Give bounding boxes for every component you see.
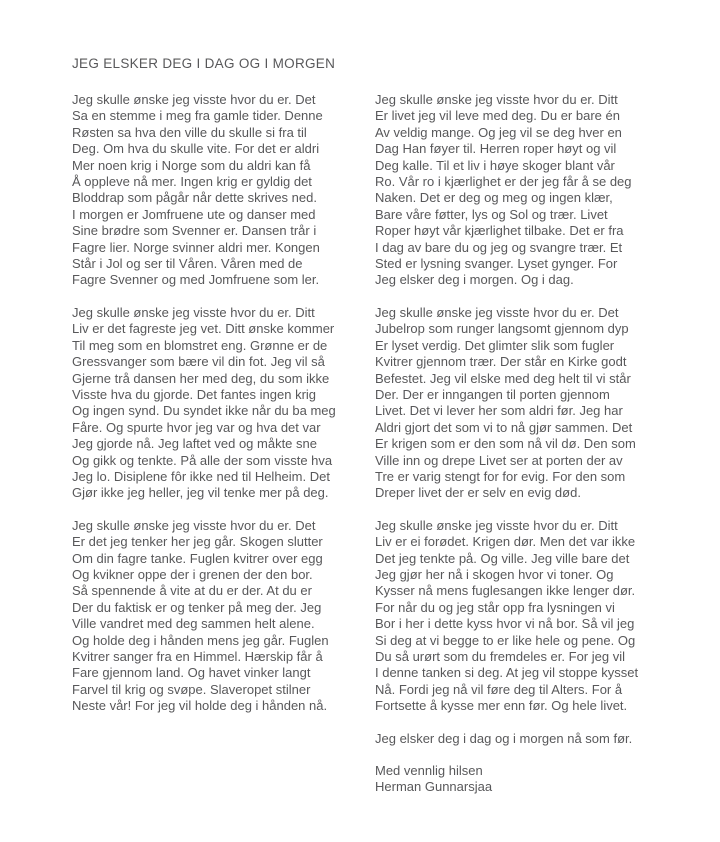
text-line: I dag av bare du og jeg og svangre trær. Et [375, 239, 623, 255]
text-line: Kvitrer gjennom trær. Der står en Kirke godt [375, 354, 627, 370]
text-line: Dag Han føyer til. Herren roper høyt og vil [375, 141, 617, 157]
text-line: Naken. Det er deg og meg og ingen klær, [375, 190, 613, 206]
text-line: Jeg skulle ønske jeg visste hvor du er. Ditt [72, 304, 315, 320]
text-line: Roper høyt vår kjærlighet tilbake. Det er fra [375, 223, 624, 239]
text-line: Jeg skulle ønske jeg visste hvor du er. Ditt [375, 92, 618, 107]
text-line: Jeg gjorde nå. Jeg laftet ved og måkte sne [72, 436, 317, 452]
text-line: Og ingen synd. Du syndet ikke når du ba meg [72, 403, 336, 419]
text-line: Nå. Fordi jeg nå vil føre deg til Alters. For å [375, 681, 623, 697]
text-line: Sted er lysning svanger. Lyset gynger. For [375, 256, 618, 272]
text-line: Og holde deg i hånden mens jeg går. Fuglen [72, 632, 329, 648]
text-line: Jeg lo. Disiplene fôr ikke ned til Helheim. Det [72, 468, 330, 484]
text-line: Til meg som en blomstret eng. Grønne er de [72, 337, 328, 353]
paragraph [375, 305, 675, 502]
text-line: Der. Der er inngangen til porten gjennom [375, 386, 610, 402]
text-line: For når du og jeg står opp fra lysningen vi [375, 599, 615, 615]
text-line: Jubelrop som runger langsomt gjennom dyp [375, 321, 629, 337]
text-line: Det jeg tenkte på. Og ville. Jeg ville bare det [375, 550, 630, 566]
paragraph [375, 731, 675, 747]
text-line: Om din fagre tanke. Fuglen kvitrer over egg [72, 550, 323, 566]
text-line: Jeg skulle ønske jeg visste hvor du er. Det [72, 517, 316, 533]
text-line: Ville inn og drepe Livet ser at porten der av [375, 452, 623, 468]
text-line: Ville vandret med deg sammen helt alene. [72, 616, 315, 632]
text-line: Neste vår! For jeg vil holde deg i hånden nå. [72, 698, 328, 714]
text-line: Fortsette å kysse mer enn før. Og hele livet. [375, 698, 628, 714]
document-title: JEG ELSKER DEG I DAG OG I MORGEN [72, 56, 336, 71]
text-line: Gressvanger som bære vil din fot. Jeg vil så [72, 354, 325, 370]
text-line: Med vennlig hilsen [375, 763, 483, 779]
text-line: Du så urørt som du fremdeles er. For jeg vil [375, 649, 625, 664]
text-line: Aldri gjort det som vi to nå gjør sammen. Det [375, 419, 633, 435]
text-line: Bloddrap som pågår når dette skrives ned. [72, 190, 317, 206]
text-line: Fåre. Og spurte hvor jeg var og hva det var [72, 419, 321, 435]
text-line: Er livet jeg vil leve med deg. Du er bare én [375, 108, 620, 124]
text-line: Der du faktisk er og tenker på meg der. Jeg [72, 599, 322, 615]
text-line: Fagre lier. Norge svinner aldri mer. Kongen [72, 239, 320, 255]
paragraph [72, 518, 368, 715]
text-line: Av veldig mange. Og jeg vil se deg hver en [375, 124, 622, 140]
text-line: Mer noen krig i Norge som du aldri kan få [72, 157, 311, 173]
text-line: Fare gjennom land. Og havet vinker langt [72, 665, 311, 681]
text-line: Kysser nå mens fuglesangen ikke lenger dør. [375, 583, 636, 599]
text-line: Og gikk og tenkte. På alle der som visste hva [72, 452, 333, 468]
text-column-left [72, 92, 368, 731]
text-line: Herman Gunnarsjaa [375, 779, 493, 795]
text-line: Tre er varig stengt for for evig. For den som [375, 468, 626, 484]
text-line: Sa en stemme i meg fra gamle tider. Denne [72, 108, 323, 124]
text-line: Jeg skulle ønske jeg visste hvor du er. Det [375, 304, 619, 320]
text-line: Befestet. Jeg vil elske med deg helt til vi står [375, 370, 631, 386]
text-line: Deg kalle. Til et liv i høye skoger blant vår [375, 157, 615, 173]
paragraph [375, 92, 675, 289]
text-line: Er lyset verdig. Det glimter slik som fugler [375, 337, 615, 353]
paragraph [375, 763, 675, 796]
text-line: I morgen er Jomfruene ute og danser med [72, 206, 316, 222]
text-line: Livet. Det vi lever her som aldri før. Jeg har [375, 403, 623, 419]
paragraph [72, 305, 368, 502]
text-line: Og kvikner oppe der i grenen der den bor. [72, 566, 313, 582]
text-line: Bare våre føtter, lys og Sol og trær. Livet [375, 206, 608, 222]
paragraph [375, 518, 675, 715]
text-line: Liv er ei forødet. Krigen dør. Men det var ikke [375, 534, 636, 550]
text-line: Jeg elsker deg i dag og i morgen nå som før. [375, 730, 633, 746]
text-line: Visste hva du gjorde. Det fantes ingen krig [72, 386, 317, 402]
text-line: Gjerne trå dansen her med deg, du som ikke [72, 370, 330, 386]
text-line: Gjør ikke jeg heller, jeg vil tenke mer på deg. [72, 485, 329, 501]
text-line: Si deg at vi begge to er like hele og pene. Og [375, 632, 636, 648]
text-line: Røsten sa hva den ville du skulle si fra til [72, 124, 307, 140]
text-column-right [375, 92, 675, 812]
text-line: Sine brødre som Svenner er. Dansen trår i [72, 223, 317, 239]
text-line: Står i Jol og ser til Våren. Våren med de [72, 256, 303, 272]
text-line: Så spennende å vite at du er der. At du er [72, 583, 312, 599]
text-line: Jeg skulle ønske jeg visste hvor du er. Det [72, 92, 316, 107]
text-line: Deg. Om hva du skulle vite. For det er aldri [72, 141, 320, 157]
text-line: Liv er det fagreste jeg vet. Ditt ønske kommer [72, 321, 335, 337]
text-line: Jeg skulle ønske jeg visste hvor du er. Ditt [375, 517, 618, 533]
text-line: Dreper livet der er selv en evig død. [375, 485, 581, 501]
text-line: Kvitrer sanger fra en Himmel. Hærskip får å [72, 649, 323, 664]
text-line: I denne tanken si deg. At jeg vil stoppe kysset [375, 665, 639, 681]
text-line: Ro. Vår ro i kjærlighet er der jeg får å se deg [375, 174, 632, 190]
text-line: Fagre Svenner og med Jomfruene som ler. [72, 272, 320, 288]
text-line: Er det jeg tenker her jeg går. Skogen slutter [72, 534, 323, 550]
text-line: Jeg gjør her nå i skogen hvor vi toner. Og [375, 566, 614, 582]
text-line: Jeg elsker deg i morgen. Og i dag. [375, 272, 574, 288]
text-line: Farvel til krig og svøpe. Slaveropet stilner [72, 681, 311, 697]
paragraph [72, 92, 368, 289]
text-line: Er krigen som er den som nå vil dø. Den som [375, 436, 636, 452]
text-line: Å oppleve nå mer. Ingen krig er gyldig det [72, 174, 312, 190]
text-line: Bor i her i dette kyss hvor vi nå bor. Så vil jeg [375, 616, 635, 632]
